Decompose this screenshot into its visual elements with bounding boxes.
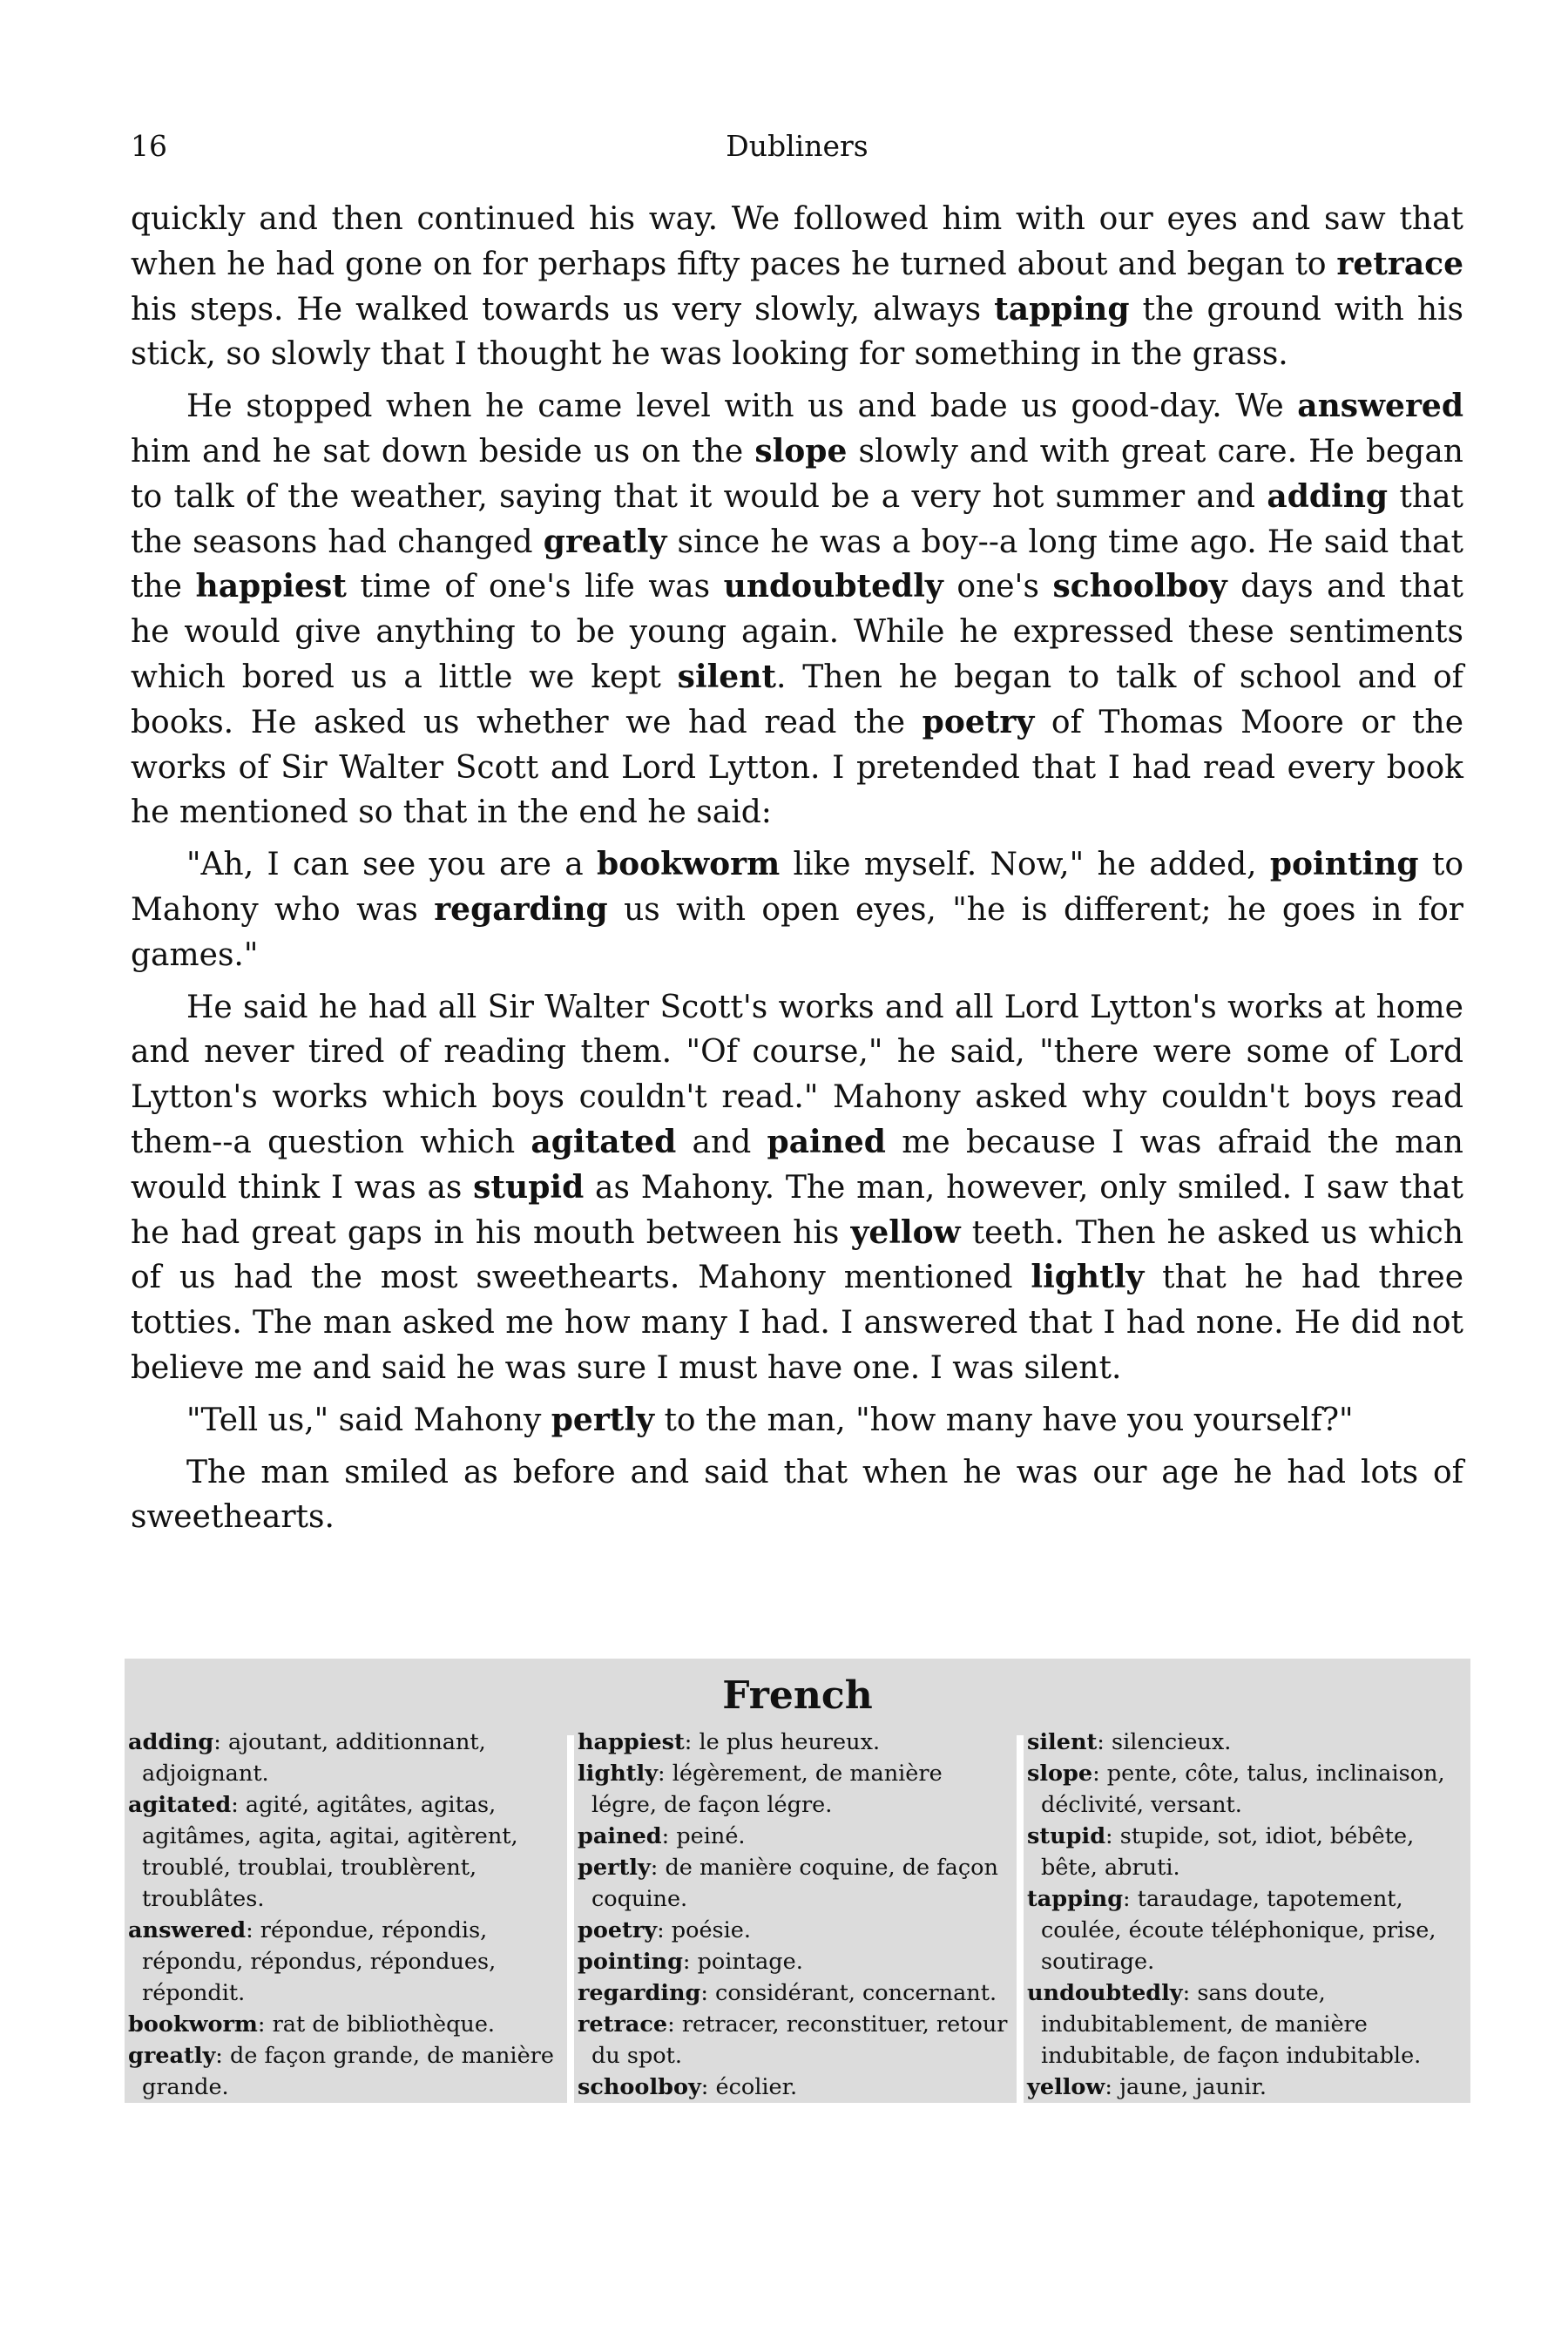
glossary-entry (1027, 1883, 1467, 1977)
body-text (131, 197, 1463, 1547)
glossary-word: silent (1027, 1729, 1098, 1755)
glossary-box (125, 1659, 1470, 2103)
glossary-definition: : le plus heureux. (684, 1729, 881, 1755)
glossary-entry (128, 1789, 564, 1915)
glossary-entry (578, 2009, 1013, 2072)
glossary-entry (578, 1727, 1013, 1758)
glossary-word: retrace (578, 2011, 668, 2038)
glossary-word: yellow (1027, 2074, 1105, 2100)
glossary-definition: : de manière coquine, de façon coquine. (591, 1855, 998, 1912)
glossary-definition: : rat de bibliothèque. (257, 2011, 496, 2038)
glossary-word: happiest (578, 1729, 685, 1755)
glossary-definition: : retracer, reconstituer, retour du spot. (591, 2011, 1008, 2069)
glossary-definition: : écolier. (700, 2074, 798, 2100)
glossary-entry (128, 2040, 564, 2103)
glossary-word: bookworm (128, 2011, 258, 2038)
paragraph: The man smiled as before and said that when he was our age he had lots of sweethearts. (131, 1454, 1463, 1536)
glossary-word: answered (128, 1917, 247, 1943)
paragraph: He stopped when he came level with us and bade us good-day. We answered him and he sat down beside us on the slope slowly and with great care. He began to talk of the weather, saying that it would be a very hot summer and adding that the seasons had changed greatly since he was a boy--a long time ago. He said that the happiest time of one's life was undoubtedly one's schoolboy days and that he would give anything to be young again. While he expressed these sentiments which bored us a little we kept silent. Then he began to talk of school and of books. He asked us whether we had read the poetry of Thomas Moore or the works of Sir Walter Scott and Lord Lytton. I pretended that I had read every book he mentioned so that in the end he said: (131, 388, 1463, 831)
glossary-word: schoolboy (578, 2074, 701, 2100)
glossary-entry (1027, 1821, 1467, 1883)
glossary-entry (1027, 1727, 1467, 1758)
paragraph: "Tell us," said Mahony pertly to the man, "how many have you yourself?" (186, 1401, 1354, 1438)
glossary-column-3 (1024, 1727, 1470, 2103)
glossary-word: lightly (578, 1761, 659, 1787)
glossary-definition: : pointage. (682, 1949, 803, 1975)
glossary-entry (578, 1852, 1013, 1915)
glossary-definition: : légèrement, de manière légre, de façon légre. (591, 1761, 943, 1818)
glossary-definition: : agité, agitâtes, agitas, agitâmes, agita, agitai, agitèrent, troublé, troublai, troublèrent, troublâtes. (142, 1792, 518, 1912)
glossary-entry (578, 2072, 1013, 2103)
glossary-word: pained (578, 1823, 662, 1849)
glossary-entry (578, 1977, 1013, 2009)
glossary-word: pointing (578, 1949, 683, 1975)
glossary-entry (578, 1821, 1013, 1852)
glossary-definition: : considérant, concernant. (700, 1980, 997, 2006)
glossary-entry (1027, 2072, 1467, 2103)
glossary-definition: : poésie. (657, 1917, 751, 1943)
page-number: 16 (131, 129, 167, 163)
glossary-word: stupid (1027, 1823, 1106, 1849)
glossary-definition: : peiné. (661, 1823, 746, 1849)
paragraph: "Ah, I can see you are a bookworm like myself. Now," he added, pointing to Mahony who was regarding us with open eyes, "he is different; he goes in for games." (131, 846, 1463, 973)
glossary-column-2 (574, 1727, 1017, 2103)
glossary-definition: : répondue, répondis, répondu, répondus, répondues, répondit. (142, 1917, 497, 2006)
glossary-word: poetry (578, 1917, 658, 1943)
page-header (131, 129, 1463, 172)
glossary-word: pertly (578, 1855, 651, 1881)
glossary-word: agitated (128, 1792, 232, 1818)
glossary-definition: : ajoutant, additionnant, adjoignant. (142, 1729, 486, 1787)
glossary-entry (128, 1727, 564, 1789)
glossary-entry (1027, 1758, 1467, 1821)
paragraph: He said he had all Sir Walter Scott's works and all Lord Lytton's works at home and never tired of reading them. "Of course," he said, "there were some of Lord Lytton's works which boys couldn't read." Mahony asked why couldn't boys read them--a question which agitated and pained me because I was afraid the man would think I was as stupid as Mahony. The man, however, only smiled. I saw that he had great gaps in his mouth between his yellow teeth. Then he asked us which of us had the most sweethearts. Mahony mentioned lightly that he had three totties. The man asked me how many I had. I answered that I had none. He did not believe me and said he was sure I must have one. I was silent. (131, 989, 1464, 1386)
glossary-definition: : jaune, jaunir. (1105, 2074, 1267, 2100)
book-title: Dubliners (726, 129, 868, 163)
glossary-title: French (125, 1666, 1470, 1735)
glossary-word: tapping (1027, 1886, 1124, 1912)
glossary-definition: : stupide, sot, idiot, bébête, bête, abruti. (1041, 1823, 1415, 1881)
glossary-word: adding (128, 1729, 214, 1755)
glossary-word: undoubtedly (1027, 1980, 1183, 2006)
glossary-word: regarding (578, 1980, 701, 2006)
glossary-entry (578, 1946, 1013, 1977)
glossary-word: greatly (128, 2043, 216, 2069)
glossary-entry (128, 2009, 564, 2040)
glossary-word: slope (1027, 1761, 1093, 1787)
glossary-column-1 (125, 1727, 567, 2103)
glossary-definition: : silencieux. (1097, 1729, 1232, 1755)
glossary-entry (578, 1758, 1013, 1821)
paragraph: quickly and then continued his way. We followed him with our eyes and saw that when he had gone on for perhaps fifty paces he turned about and began to retrace his steps. He walked towards us very slowly, always tapping the ground with his stick, so slowly that I thought he was looking for something in the grass. (131, 201, 1463, 373)
glossary-definition: : pente, côte, talus, inclinaison, déclivité, versant. (1041, 1761, 1445, 1818)
glossary-definition: : sans doute, indubitablement, de manière indubitable, de façon indubitable. (1041, 1980, 1422, 2069)
glossary-entry (128, 1915, 564, 2009)
glossary-definition: : de façon grande, de manière grande. (142, 2043, 554, 2100)
glossary-entry (578, 1915, 1013, 1946)
glossary-definition: : taraudage, tapotement, coulée, écoute téléphonique, prise, soutirage. (1041, 1886, 1436, 1975)
glossary-entry (1027, 1977, 1467, 2072)
